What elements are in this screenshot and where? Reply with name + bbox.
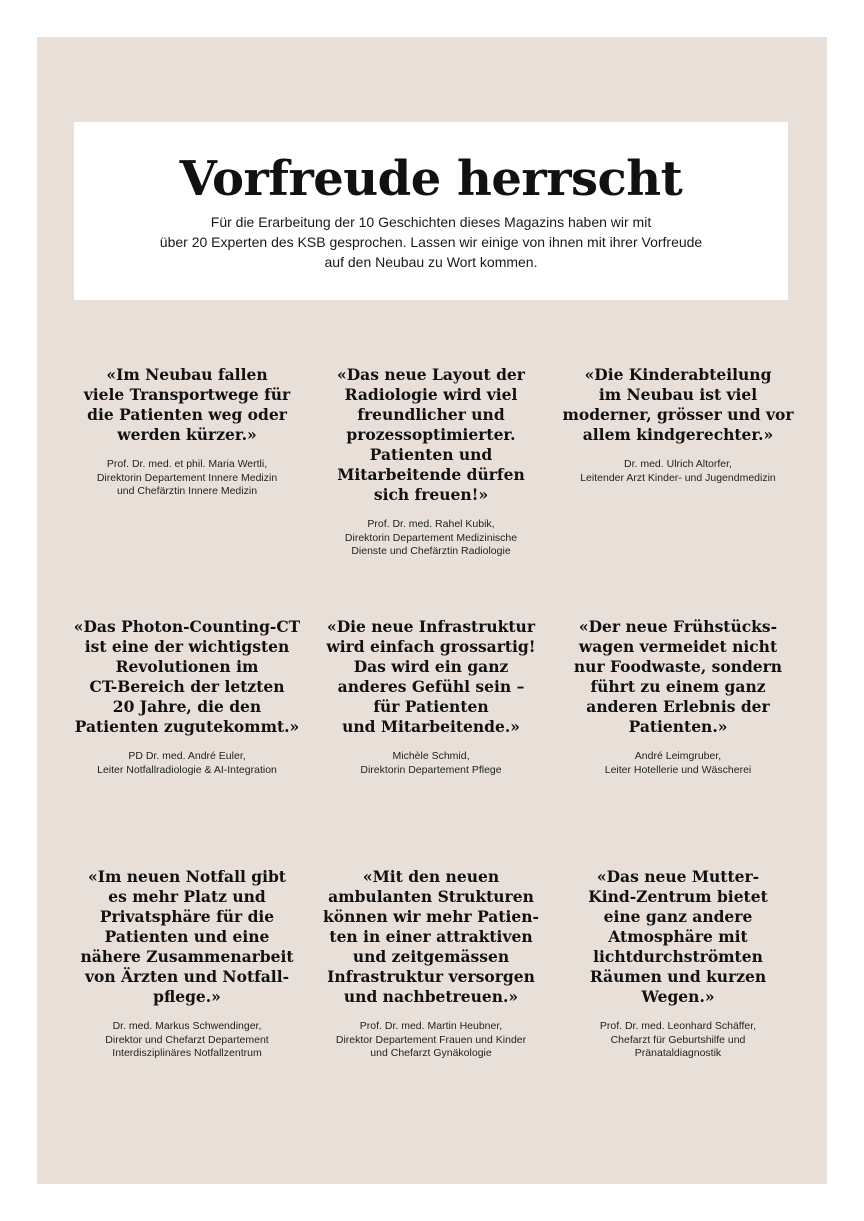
quote-card: [311, 867, 551, 1061]
quote-line: anderen Erlebnis der: [586, 697, 770, 716]
quote-line: freundlicher und: [357, 405, 505, 424]
quote-line: Infrastruktur versorgen: [327, 967, 535, 986]
quote-line: Patienten und eine: [104, 927, 270, 946]
quote-line: Patienten zugutekommt.»: [74, 717, 300, 736]
quote-author: [311, 1020, 551, 1061]
author-line: Direktorin Departement Innere Medizin: [96, 471, 278, 484]
quote-card: [67, 617, 307, 777]
author-line: Direktorin Departement Pflege: [360, 763, 502, 776]
quote-line: Radiologie wird viel: [344, 385, 518, 404]
author-line: Direktor und Chefarzt Departement: [105, 1033, 269, 1046]
author-line: André Leimgruber,: [634, 750, 722, 762]
quote-line: für Patienten: [373, 697, 489, 716]
author-line: Chefarzt für Geburtshilfe und: [610, 1033, 746, 1046]
quote-line: im Neubau ist viel: [598, 385, 758, 404]
quote-line: «Der neue Frühstücks-: [578, 617, 778, 636]
author-line: Leiter Hotellerie und Wäscherei: [604, 763, 752, 776]
quote-line: Räumen und kurzen: [589, 967, 767, 986]
quote-line: Patienten und: [369, 445, 493, 464]
page-title: Vorfreude herrscht: [179, 151, 683, 207]
quote-card: [558, 617, 798, 777]
quote-text: [558, 867, 798, 1007]
author-line: Prof. Dr. med. Martin Heubner,: [359, 1020, 503, 1032]
quote-line: Das wird ein ganz: [353, 657, 509, 676]
quote-line: nur Foodwaste, sondern: [573, 657, 783, 676]
quote-line: moderner, grösser und vor: [562, 405, 794, 424]
quote-author: [67, 750, 307, 777]
quote-line: «Die Kinderabteilung: [584, 365, 772, 384]
quote-author: [558, 750, 798, 777]
quote-line: 20 Jahre, die den: [112, 697, 262, 716]
author-line: Leitender Arzt Kinder- und Jugendmedizin: [580, 471, 776, 484]
author-line: Dienste und Chefärztin Radiologie: [351, 545, 511, 557]
quote-line: prozessoptimierter.: [346, 425, 516, 444]
quote-author: [311, 750, 551, 777]
quote-line: führt zu einem ganz: [590, 677, 766, 696]
quote-text: [311, 617, 551, 737]
quote-author: [67, 1020, 307, 1061]
author-line: Interdisziplinäres Notfallzentrum: [112, 1047, 262, 1059]
quote-line: «Mit den neuen: [362, 867, 500, 886]
quote-card: [311, 617, 551, 777]
quote-line: Patienten.»: [628, 717, 728, 736]
quote-card: [67, 867, 307, 1061]
quote-card: [558, 365, 798, 485]
quote-line: werden kürzer.»: [117, 425, 257, 444]
author-line: und Chefarzt Gynäkologie: [370, 1047, 492, 1059]
quote-line: können wir mehr Patien-: [323, 907, 539, 926]
quote-card: [311, 365, 551, 559]
quote-line: es mehr Platz und: [108, 887, 266, 906]
author-line: Pränataldiagnostik: [634, 1047, 722, 1059]
author-line: Direktor Departement Frauen und Kinder: [335, 1033, 527, 1046]
quote-line: ten in einer attraktiven: [329, 927, 533, 946]
quote-line: Mitarbeitende dürfen: [337, 465, 525, 484]
author-line: Leiter Notfallradiologie & AI-Integration: [97, 763, 277, 776]
quote-grid: [37, 37, 827, 1184]
quote-line: ambulanten Strukturen: [328, 887, 534, 906]
quote-line: lichtdurchströmten: [593, 947, 763, 966]
intro-line: auf den Neubau zu Wort kommen.: [324, 254, 538, 270]
quote-line: und nachbetreuen.»: [343, 987, 519, 1006]
quote-author: [67, 458, 307, 499]
quote-line: Revolutionen im: [115, 657, 259, 676]
author-line: Dr. med. Ulrich Altorfer,: [624, 458, 732, 470]
quote-author: [558, 458, 798, 485]
quote-line: wagen vermeidet nicht: [578, 637, 778, 656]
quote-line: von Ärzten und Notfall-: [84, 967, 290, 986]
quote-line: anderes Gefühl sein –: [337, 677, 525, 696]
quote-text: [67, 365, 307, 445]
quote-line: und Mitarbeitende.»: [342, 717, 520, 736]
quote-line: Wegen.»: [641, 987, 715, 1006]
author-line: Direktorin Departement Medizinische: [344, 531, 518, 544]
page-background: [37, 37, 827, 1184]
quote-author: [311, 518, 551, 559]
quote-line: und zeitgemässen: [352, 947, 510, 966]
intro-line: über 20 Experten des KSB gesprochen. Lassen wir einige von ihnen mit ihrer Vorfreude: [159, 234, 703, 250]
quote-line: «Die neue Infrastruktur: [327, 617, 535, 636]
quote-line: Kind-Zentrum bietet: [588, 887, 768, 906]
author-line: Prof. Dr. med. Rahel Kubik,: [367, 518, 495, 530]
quote-line: eine ganz andere: [603, 907, 753, 926]
quote-line: viele Transportwege für: [83, 385, 291, 404]
quote-text: [67, 617, 307, 737]
quote-text: [558, 617, 798, 737]
quote-text: [311, 867, 551, 1007]
quote-text: [67, 867, 307, 1007]
author-line: Prof. Dr. med. et phil. Maria Wertli,: [106, 458, 268, 470]
quote-line: «Das neue Layout der: [337, 365, 525, 384]
quote-line: «Im neuen Notfall gibt: [88, 867, 286, 886]
quote-line: Privatsphäre für die: [99, 907, 275, 926]
quote-text: [311, 365, 551, 505]
quote-line: allem kindgerechter.»: [582, 425, 774, 444]
quote-line: pflege.»: [153, 987, 221, 1006]
author-line: Prof. Dr. med. Leonhard Schäffer,: [599, 1020, 757, 1032]
author-line: PD Dr. med. André Euler,: [128, 750, 246, 762]
quote-line: «Das neue Mutter-: [596, 867, 760, 886]
quote-line: sich freuen!»: [373, 485, 489, 504]
quote-line: wird einfach grossartig!: [326, 637, 536, 656]
quote-line: «Das Photon-Counting-CT: [73, 617, 301, 636]
quote-line: nähere Zusammenarbeit: [80, 947, 294, 966]
quote-text: [558, 365, 798, 445]
quote-line: die Patienten weg oder: [87, 405, 287, 424]
quote-line: CT-Bereich der letzten: [89, 677, 285, 696]
quote-line: ist eine der wichtigsten: [84, 637, 290, 656]
quote-line: «Im Neubau fallen: [106, 365, 268, 384]
author-line: und Chefärztin Innere Medizin: [116, 485, 258, 497]
quote-card: [67, 365, 307, 499]
author-line: Michèle Schmid,: [392, 750, 470, 762]
quote-author: [558, 1020, 798, 1061]
quote-card: [558, 867, 798, 1061]
intro-line: Für die Erarbeitung der 10 Geschichten dieses Magazins haben wir mit: [210, 214, 652, 230]
quote-line: Atmosphäre mit: [608, 927, 748, 946]
author-line: Dr. med. Markus Schwendinger,: [112, 1020, 262, 1032]
